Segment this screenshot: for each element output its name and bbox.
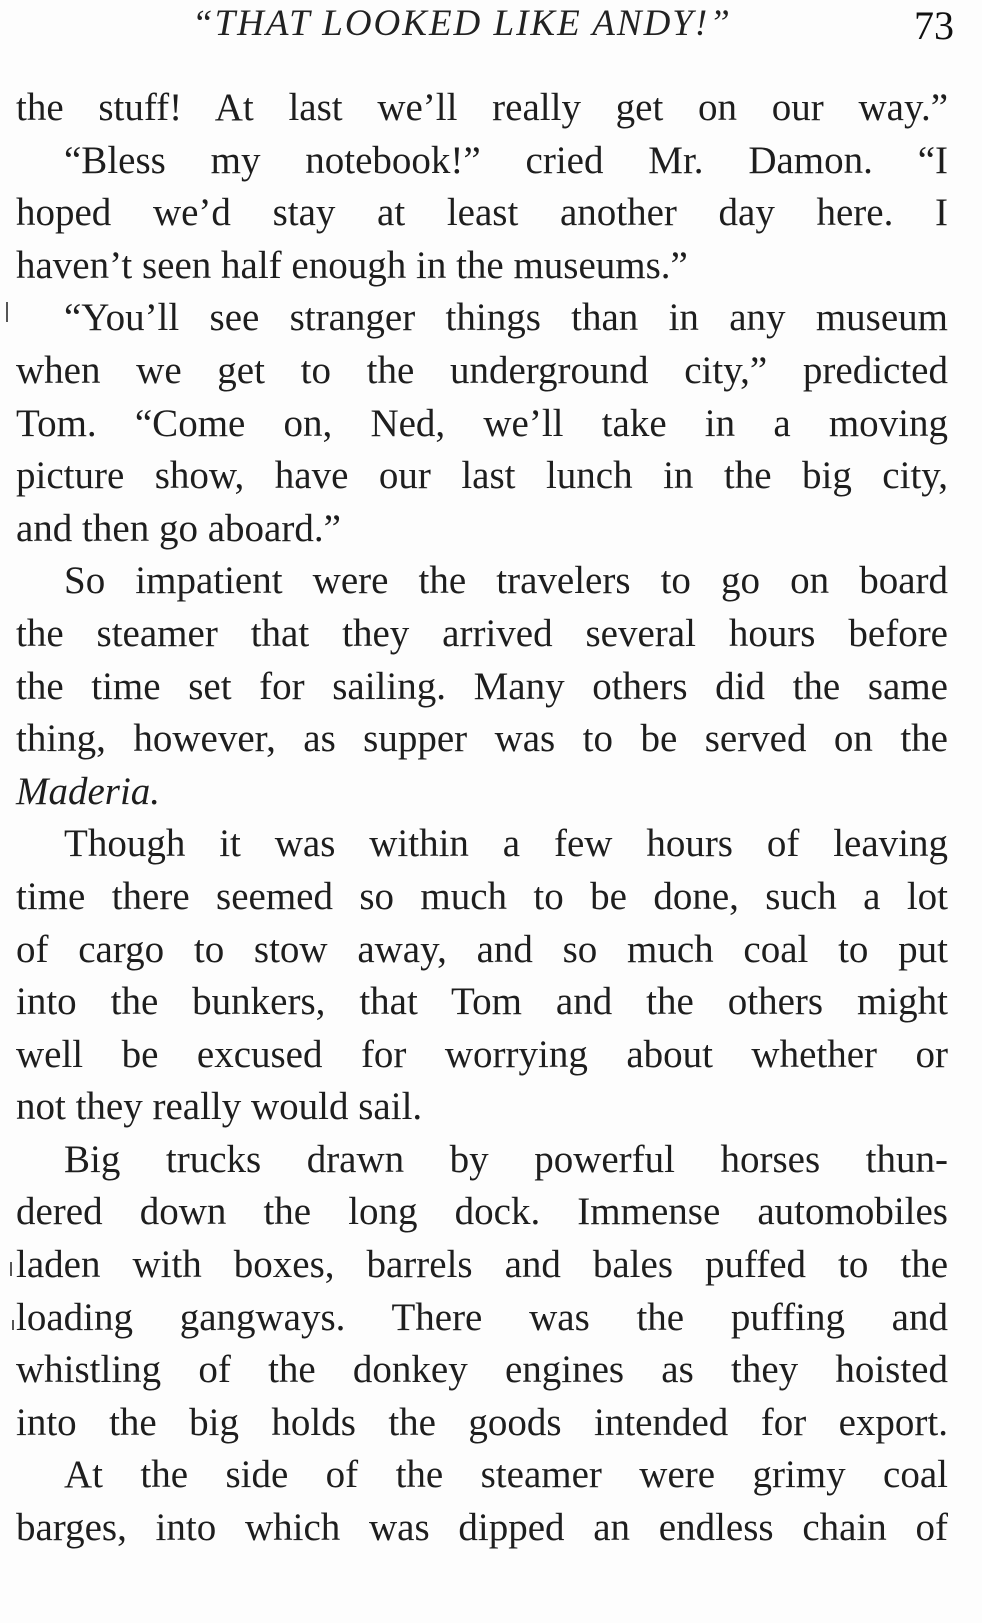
text-line: “Bless my notebook!” cried Mr. Damon. “I xyxy=(64,138,948,182)
text-line: when we get to the underground city,” predicted xyxy=(16,348,948,392)
text-line: not they really would sail. xyxy=(16,1085,423,1129)
text-line: picture show, have our last lunch in the big city, xyxy=(16,454,948,498)
text-line: dered down the long dock. Immense automobiles xyxy=(16,1190,948,1234)
text-line: whistling of the donkey engines as they hoisted xyxy=(16,1348,948,1392)
text-line: the stuff! At last we’ll really get on our way.” xyxy=(16,86,948,129)
text-line: “You’ll see stranger things than in any museum xyxy=(64,296,948,340)
text-line: of cargo to stow away, and so much coal to put xyxy=(16,927,948,971)
text-line: barges, into which was dipped an endless chain of xyxy=(16,1506,948,1550)
text-line: loading gangways. There was the puffing and xyxy=(16,1295,948,1339)
margin-mark xyxy=(12,1320,14,1330)
text-line: haven’t seen half enough in the museums.” xyxy=(16,243,688,287)
text-line-ship-name: Maderia. xyxy=(16,769,161,813)
margin-mark xyxy=(10,1262,12,1276)
text-line: the steamer that they arrived several hours before xyxy=(16,611,948,655)
text-line: into the big holds the goods intended for export. xyxy=(16,1400,948,1444)
text-line: So impatient were the travelers to go on board xyxy=(64,559,948,603)
page-number: 73 xyxy=(914,3,954,48)
text-line: Big trucks drawn by powerful horses thun- xyxy=(64,1137,948,1181)
text-line: time there seemed so much to be done, such a lot xyxy=(16,874,948,918)
margin-mark xyxy=(6,302,8,322)
text-line: thing, however, as supper was to be served on the xyxy=(16,717,948,761)
body-text xyxy=(16,82,948,1555)
text-line: into the bunkers, that Tom and the others might xyxy=(16,980,948,1024)
text-line: hoped we’d stay at least another day here. I xyxy=(16,191,948,235)
text-line: Tom. “Come on, Ned, we’ll take in a moving xyxy=(16,401,948,445)
text-line: the time set for sailing. Many others did the same xyxy=(16,664,948,708)
text-line: well be excused for worrying about whether or xyxy=(16,1032,948,1076)
text-line: laden with boxes, barrels and bales puffed to the xyxy=(16,1243,948,1287)
text-line: and then go aboard.” xyxy=(16,506,341,550)
running-header xyxy=(0,2,982,46)
text-line: At the side of the steamer were grimy coal xyxy=(64,1453,948,1497)
text-line: Though it was within a few hours of leaving xyxy=(64,822,948,866)
running-title: “THAT LOOKED LIKE ANDY!” xyxy=(192,3,732,44)
